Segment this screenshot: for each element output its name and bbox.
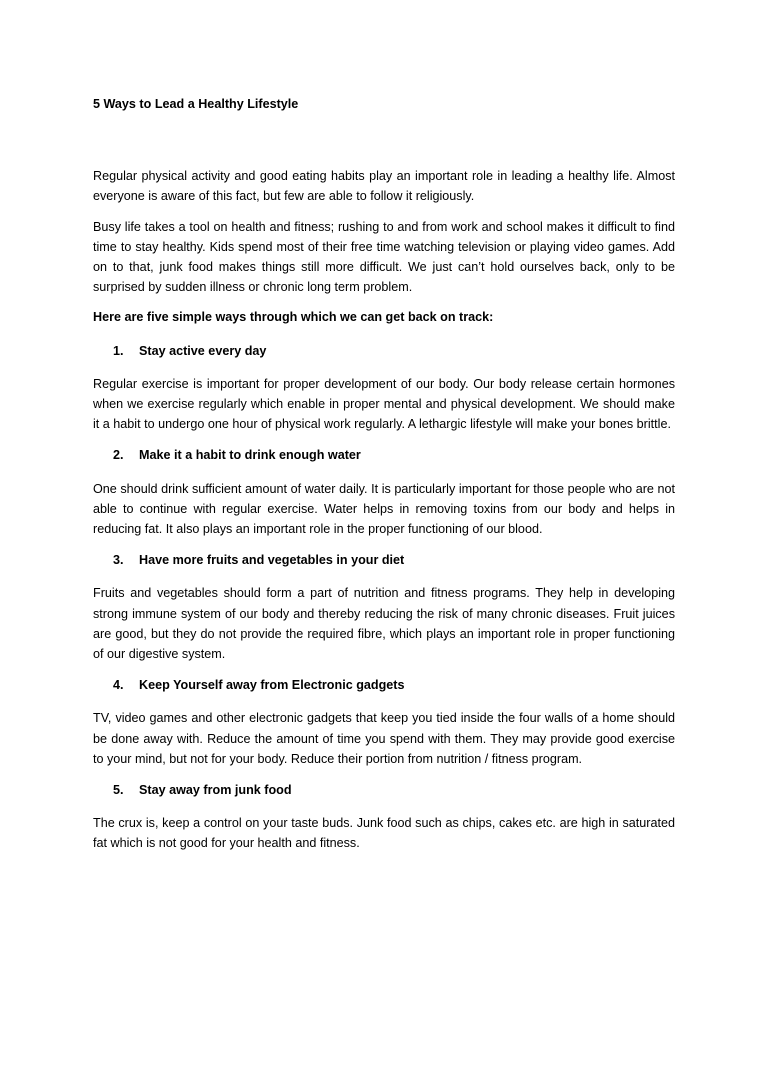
tip-heading-text: Make it a habit to drink enough water xyxy=(139,448,361,463)
tip-heading xyxy=(93,550,675,570)
tip-heading xyxy=(93,780,675,800)
tip-heading-text: Keep Yourself away from Electronic gadgets xyxy=(139,678,405,693)
tip-body: One should drink sufficient amount of water daily. It is particularly important for those people who are not able to continue with regular exercise. Water helps in removing toxins from our body and helps in reducing fat. It also plays an important role in the proper functioning of our blood. xyxy=(93,481,675,537)
tip-heading xyxy=(93,341,675,361)
tip-section xyxy=(93,341,675,435)
document-page xyxy=(93,94,675,865)
tip-body: Regular exercise is important for proper development of our body. Our body release certain hormones when we exercise regularly which enable in proper mental and physical development. We should make it a habit to undergo one hour of physical work regularly. A lethargic lifestyle will make your bones brittle. xyxy=(93,376,675,432)
tip-section xyxy=(93,445,675,539)
tip-heading xyxy=(93,675,675,695)
tip-section xyxy=(93,550,675,664)
tip-section xyxy=(93,780,675,854)
document-title: 5 Ways to Lead a Healthy Lifestyle xyxy=(93,97,299,111)
tip-body: The crux is, keep a control on your taste buds. Junk food such as chips, cakes etc. are high in saturated fat which is not good for your health and fitness. xyxy=(93,816,675,851)
tip-body: Fruits and vegetables should form a part of nutrition and fitness programs. They help in developing strong immune system of our body and thereby reducing the risk of many chronic diseases. Fruit juices are good, but they do not provide the required fibre, which plays an important role in proper functioning of our digestive system. xyxy=(93,586,675,662)
tip-number: 2. xyxy=(113,448,124,463)
tip-number: 5. xyxy=(113,783,124,798)
intro-paragraph: Regular physical activity and good eating habits play an important role in leading a healthy life. Almost everyone is aware of this fact, but few are able to follow it religiously. xyxy=(93,169,675,204)
tip-heading-text: Stay away from junk food xyxy=(139,783,292,798)
tip-number: 1. xyxy=(113,343,124,358)
lead-in-text: Here are five simple ways through which we can get back on track: xyxy=(93,310,494,325)
tip-number: 4. xyxy=(113,678,124,693)
tip-section xyxy=(93,675,675,769)
tip-body: TV, video games and other electronic gadgets that keep you tied inside the four walls of a home should be done away with. Reduce the amount of time you spend with them. They may provide good exercise to your mind, but not for your body. Reduce their portion from nutrition / fitness program. xyxy=(93,711,675,766)
tip-heading-text: Have more fruits and vegetables in your diet xyxy=(139,553,405,568)
tip-number: 3. xyxy=(113,553,124,568)
tip-heading xyxy=(93,445,675,465)
tip-heading-text: Stay active every day xyxy=(139,343,267,358)
intro-paragraph: Busy life takes a tool on health and fitness; rushing to and from work and school makes it difficult to find time to stay healthy. Kids spend most of their free time watching television or playing video games. Add on to that, junk food makes things still more difficult. We just can’t hold ourselves back, only to be surprised by sudden illness or chronic long term problem. xyxy=(93,219,675,295)
